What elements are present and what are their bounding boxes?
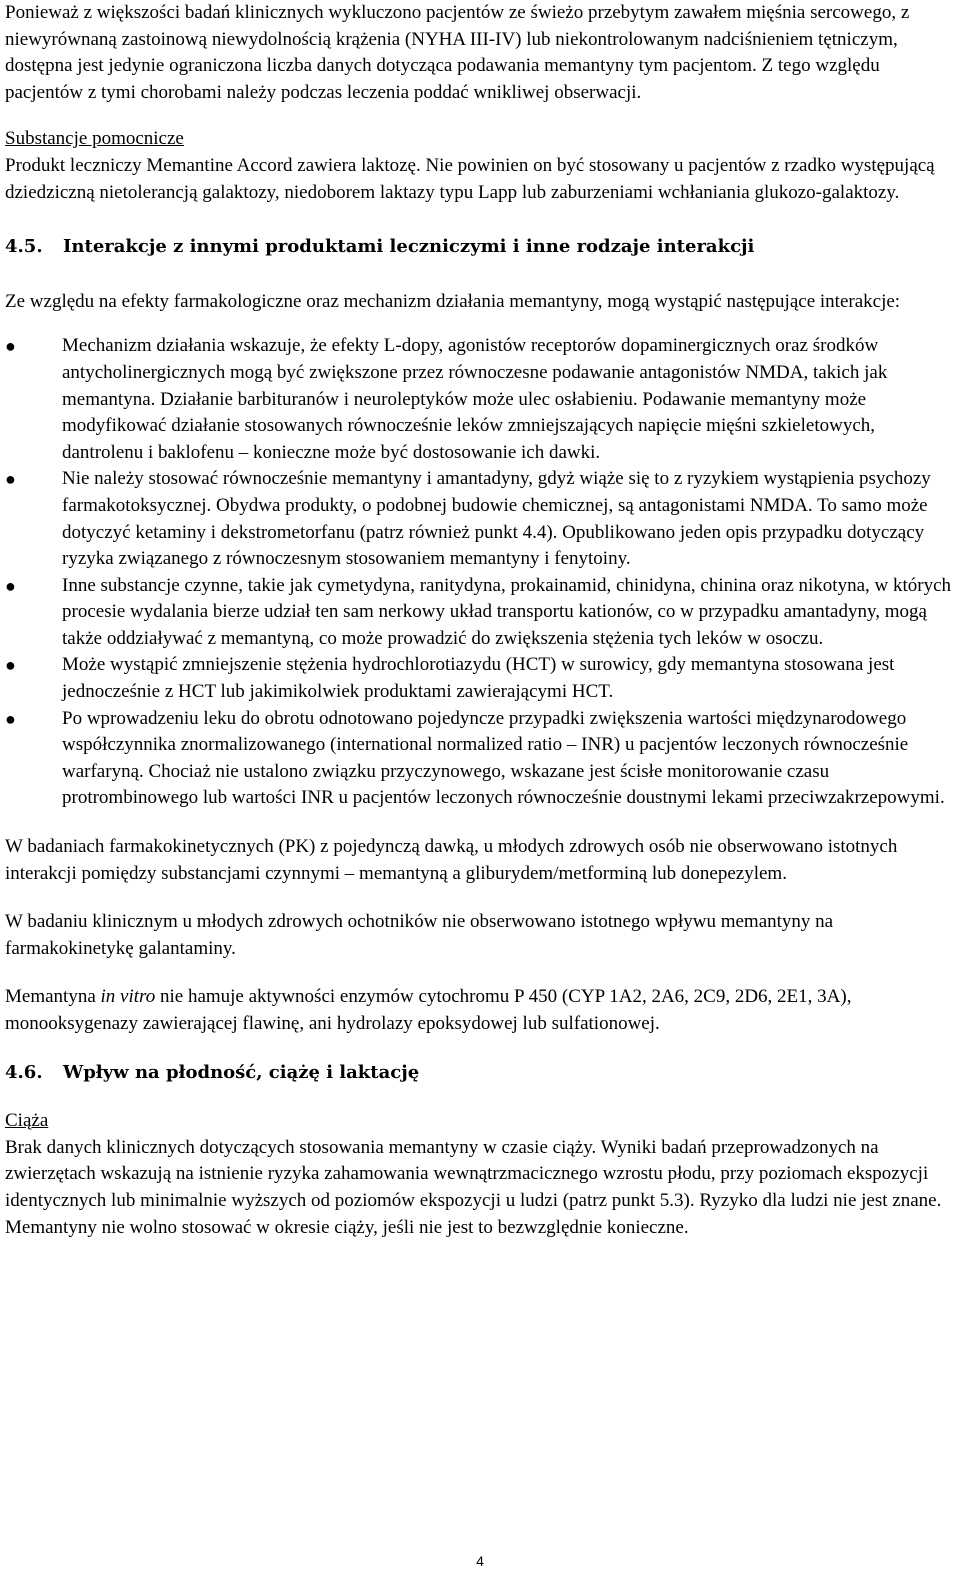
- interactions-list: [5, 333, 957, 812]
- bullet-icon: ●: [5, 708, 16, 729]
- list-item-text: Po wprowadzeniu leku do obrotu odnotowano pojedyncze przypadki zwiększenia wartości międzynarodowego współczynnika znormalizowanego (international normalized ratio – INR) u pacjentów leczonych równocześnie warfaryną. Chociaż nie ustalono związku przyczynowego, wskazane jest ścisłe monitorowanie czasu protrombinowego lub wartości INR u pacjentów leczonych równocześnie doustnymi lekami przeciwzakrzepowymi.: [62, 707, 945, 809]
- galantamine-paragraph: W badaniu klinicznym u młodych zdrowych ochotników nie obserwowano istotnego wpływu memantyny na farmakokinetykę galantaminy.: [5, 911, 834, 959]
- pk-paragraph: W badaniach farmakokinetycznych (PK) z pojedynczą dawką, u młodych zdrowych osób nie obserwowano istotnych interakcji pomiędzy substancjami czynnymi – memantyną a gliburydem/metforminą lub donepezylem.: [5, 836, 898, 884]
- in-vitro-before: Memantyna: [5, 986, 101, 1008]
- interactions-lead: Ze względu na efekty farmakologiczne oraz mechanizm działania memantyny, mogą wystąpić następujące interakcje:: [5, 290, 901, 312]
- list-item: [5, 333, 957, 466]
- pregnancy-paragraph: Brak danych klinicznych dotyczących stosowania memantyny w czasie ciąży. Wyniki badań przeprowadzonych na zwierzętach wskazują na istnienie ryzyka zahamowania wewnątrzmacicznego wzrostu płodu, przy poziomach ekspozycji identycznych lub minimalnie wyższych od poziomów ekspozycji u ludzi (patrz punkt 5.3). Ryzyko dla ludzi nie jest znane. Memantyny nie wolno stosować w okresie ciąży, jeśli nie jest to bezwzględnie konieczne.: [5, 1136, 942, 1238]
- list-item-text: Mechanizm działania wskazuje, że efekty L-dopy, agonistów receptorów dopaminergicznych oraz środków antycholinergicznych mogą być zwiększone przez równoczesne podawanie antagonistów NMDA, takich jak memantyna. Działanie barbituranów i neuroleptyków może ulec osłabieniu. Podawanie memantyny może modyfikować działanie stosowanych równocześnie leków zmniejszających napięcie mięśni szkieletowych, dantrolenu i baklofenu – konieczne może być dostosowanie ich dawki.: [62, 335, 888, 463]
- section-4-6-title: Wpływ na płodność, ciążę i laktację: [63, 1061, 420, 1083]
- section-4-5-title: Interakcje z innymi produktami leczniczymi i inne rodzaje interakcji: [63, 236, 755, 258]
- section-4-6-heading: [5, 1060, 957, 1087]
- excipients-paragraph: Produkt leczniczy Memantine Accord zawiera laktozę. Nie powinien on być stosowany u pacjentów z rzadko występującą dziedziczną nietolerancją galaktozy, niedoborem laktazy typu Lapp lub zaburzeniami wchłaniania glukozo-galaktozy.: [5, 154, 935, 203]
- page-number: 4: [476, 1553, 484, 1569]
- bullet-icon: ●: [5, 655, 16, 676]
- bullet-icon: ●: [5, 575, 16, 596]
- in-vitro-after: nie hamuje aktywności enzymów cytochromu P 450 (CYP 1A2, 2A6, 2C9, 2D6, 2E1, 3A), monooksygenazy zawierającej flawinę, ani hydrolazy epoksydowej lub sulfationowej.: [5, 986, 852, 1034]
- list-item: [5, 706, 957, 812]
- section-4-6-number: 4.6.: [5, 1061, 43, 1083]
- in-vitro-italic: in vitro: [100, 986, 156, 1008]
- list-item-text: Inne substancje czynne, takie jak cymetydyna, ranitydyna, prokainamid, chinidyna, chinina oraz nikotyna, w których procesie wydalania bierze udział ten sam nerkowy układ transportu kationów, co w przypadku amantadyny, mogą także oddziaływać z memantyną, co może prowadzić do zwiększenia stężenia tych leków w osoczu.: [62, 574, 952, 649]
- pregnancy-heading: Ciąża: [5, 1110, 49, 1132]
- list-item-text: Nie należy stosować równocześnie memantyny i amantadyny, gdyż wiąże się to z ryzykiem wystąpienia psychozy farmakotoksycznej. Obydwa produkty, o podobnej budowie chemicznej, są antagonistami NMDA. To samo może dotyczyć ketaminy i dekstrometorfanu (patrz również punkt 4.4). Opublikowano jeden opis przypadku dotyczący ryzyka związanego z równoczesnym stosowaniem memantyny i fenytoiny.: [62, 468, 931, 570]
- intro-paragraph: Ponieważ z większości badań klinicznych wykluczono pacjentów ze świeżo przebytym zawałem mięśnia sercowego, z niewyrównaną zastoinową niewydolnością krążenia (NYHA III-IV) lub niekontrolowanym nadciśnieniem tętniczym, dostępna jest jedynie ograniczona liczba danych dotycząca podawania memantyny tym pacjentom. Z tego względu pacjentów z tymi chorobami należy podczas leczenia poddać wnikliwej obserwacji.: [5, 2, 910, 103]
- section-4-5-number: 4.5.: [5, 236, 43, 258]
- section-4-5-heading: [5, 234, 957, 261]
- list-item: [5, 652, 957, 705]
- excipients-heading: Substancje pomocnicze: [5, 128, 184, 150]
- list-item: [5, 573, 957, 653]
- bullet-icon: ●: [5, 336, 16, 357]
- document-page: [5, 0, 957, 1241]
- list-item-text: Może wystąpić zmniejszenie stężenia hydrochlorotiazydu (HCT) w surowicy, gdy memantyna stosowana jest jednocześnie z HCT lub jakimikolwiek produktami zawierającymi HCT.: [62, 654, 895, 703]
- in-vitro-paragraph: [5, 984, 957, 1037]
- bullet-icon: ●: [5, 469, 16, 490]
- list-item: [5, 466, 957, 572]
